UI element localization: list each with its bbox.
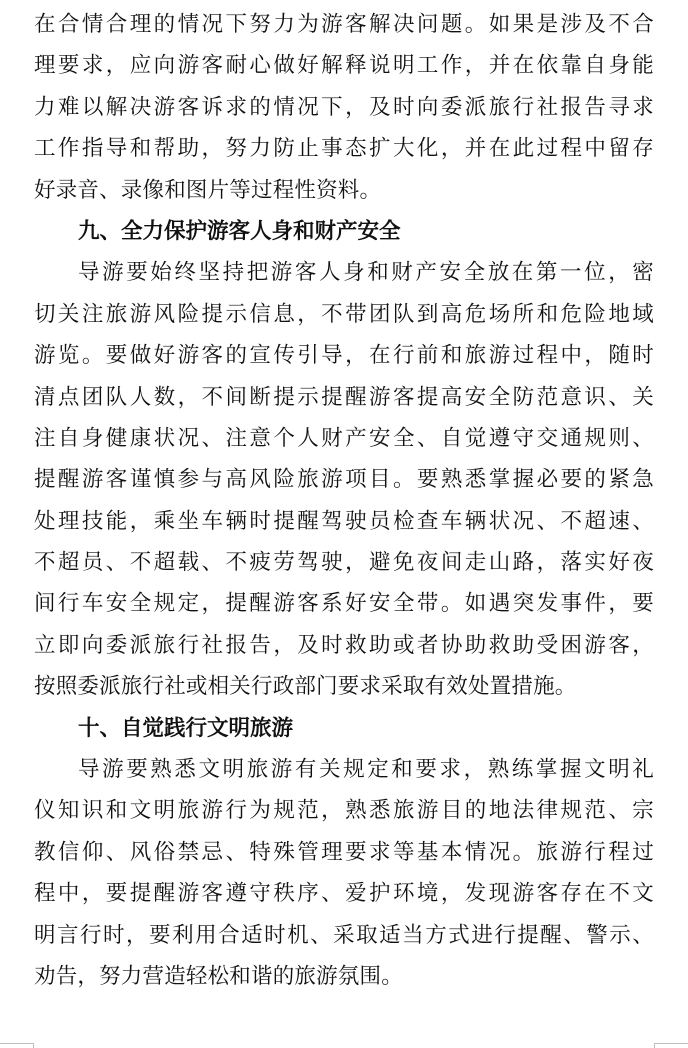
paragraph-line: 立即向委派旅行社报告，及时救助或者协助救助受困游客， <box>34 632 654 658</box>
paragraph-line: 程中，要提醒游客遵守秩序、爱护环境，发现游客存在不文 <box>34 881 654 907</box>
section-heading-9: 九、全力保护游客人身和财产安全 <box>78 218 401 244</box>
paragraph-line: 间行车安全规定，提醒游客系好安全带。如遇突发事件，要 <box>34 591 654 617</box>
document-page <box>34 4 654 997</box>
corner-mark-right-h <box>654 1043 688 1044</box>
paragraph-line: 切关注旅游风险提示信息，不带团队到高危场所和危险地域 <box>34 301 654 327</box>
corner-mark-left-h <box>0 1043 34 1044</box>
paragraph-line: 处理技能，乘坐车辆时提醒驾驶员检查车辆状况、不超速、 <box>34 508 654 534</box>
paragraph-line: 游览。要做好游客的宣传引导，在行前和旅游过程中，随时 <box>34 343 654 369</box>
paragraph-line: 导游要始终坚持把游客人身和财产安全放在第一位，密 <box>78 260 654 286</box>
paragraph-line: 力难以解决游客诉求的情况下，及时向委派旅行社报告寻求 <box>34 94 654 120</box>
paragraph-line: 提醒游客谨慎参与高风险旅游项目。要熟悉掌握必要的紧急 <box>34 467 654 493</box>
paragraph-line: 导游要熟悉文明旅游有关规定和要求，熟练掌握文明礼 <box>78 757 654 783</box>
paragraph-line: 清点团队人数，不间断提示提醒游客提高安全防范意识、关 <box>34 384 654 410</box>
paragraph-line: 明言行时，要利用合适时机、采取适当方式进行提醒、警示、 <box>34 922 654 948</box>
corner-mark-right-v <box>654 1043 655 1048</box>
paragraph-line: 注自身健康状况、注意个人财产安全、自觉遵守交通规则、 <box>34 425 654 451</box>
paragraph-line: 工作指导和帮助，努力防止事态扩大化，并在此过程中留存 <box>34 136 654 162</box>
paragraph-line: 好录音、录像和图片等过程性资料。 <box>34 177 382 203</box>
paragraph-line: 在合情合理的情况下努力为游客解决问题。如果是涉及不合 <box>34 12 654 37</box>
paragraph-line: 仪知识和文明旅游行为规范，熟悉旅游目的地法律规范、宗 <box>34 798 654 824</box>
paragraph-line: 不超员、不超载、不疲劳驾驶，避免夜间走山路，落实好夜 <box>34 550 654 576</box>
section-heading-10: 十、自觉践行文明旅游 <box>78 715 294 741</box>
paragraph-line: 按照委派旅行社或相关行政部门要求采取有效处置措施。 <box>34 674 577 700</box>
paragraph-line: 劝告，努力营造轻松和谐的旅游氛围。 <box>34 963 403 989</box>
paragraph-line: 理要求，应向游客耐心做好解释说明工作，并在依靠自身能 <box>34 53 654 79</box>
paragraph-line: 教信仰、风俗禁忌、特殊管理要求等基本情况。旅游行程过 <box>34 839 654 865</box>
corner-mark-left-v <box>33 1043 34 1048</box>
